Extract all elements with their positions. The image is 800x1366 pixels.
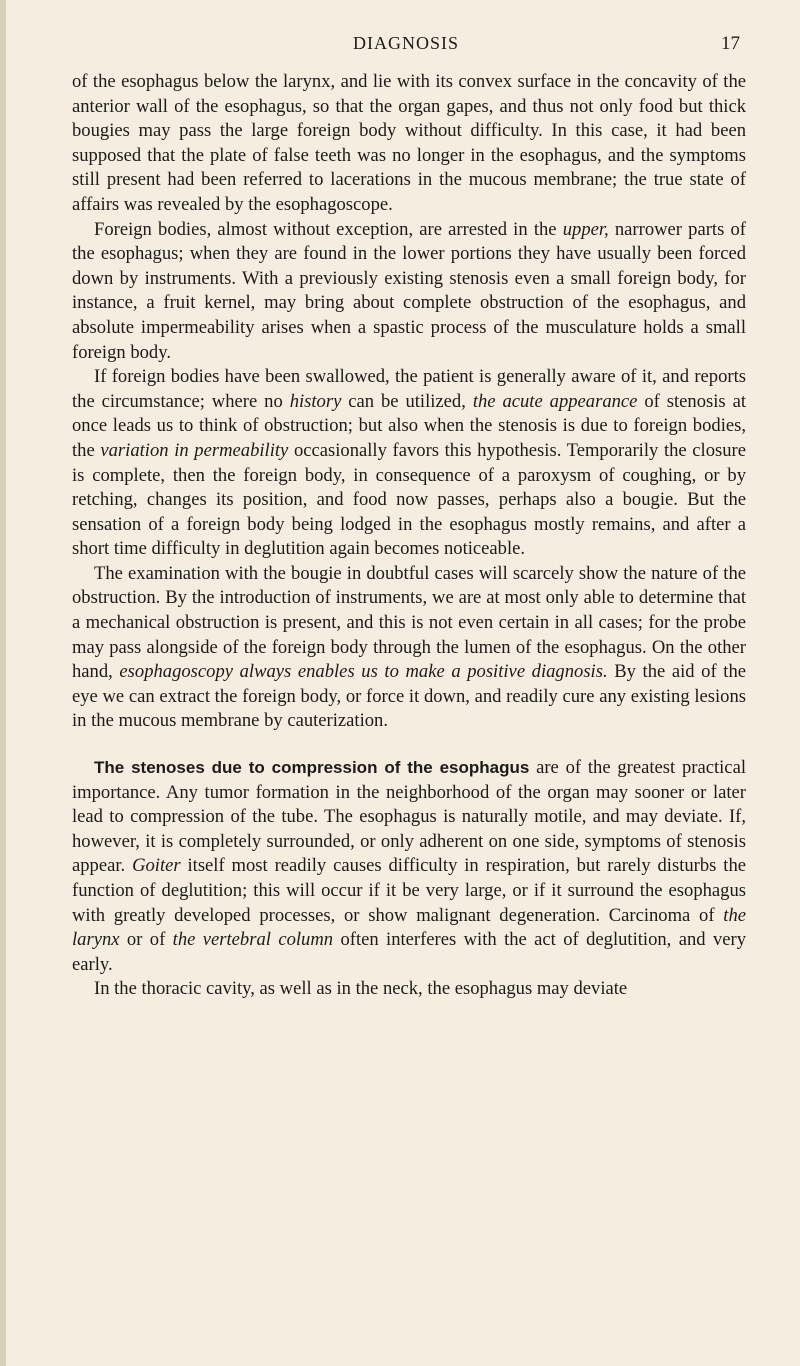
italic-segment: the larynx — [72, 904, 746, 951]
text-segment: If foreign bodies have been swallowed, the patient is generally aware of it, and reports the circumstance; where no — [72, 366, 746, 412]
section-lead-heading: The stenoses due to compression of the esophagus — [94, 758, 530, 778]
italic-segment: variation in permeability — [100, 439, 289, 461]
running-title: DIAGNOSIS — [352, 33, 459, 53]
paragraph-3 — [72, 365, 746, 562]
text-segment: By the aid of the eye we can extract the foreign body, or force it down, and readily cure any existing lesions in the mucous membrane by cauterization. — [72, 661, 746, 732]
text-segment: Foreign bodies, almost without exception, are arrested in the — [94, 218, 563, 240]
italic-segment: history — [289, 390, 342, 412]
italic-segment: esophagoscopy always enables us to make a positive diagnosis. — [119, 661, 608, 683]
text-segment: The examination with the bougie in doubtful cases will scarcely show the nature of the obstruction. By the introduction of instruments, we are at most only able to determine that a mechanical obstruction is present, and this is not even certain in all cases; for the probe may pass alongside of the foreign body through the lumen of the esophagus. On the other hand, — [72, 562, 746, 683]
paragraph-2 — [72, 218, 746, 366]
italic-segment: the acute appearance — [472, 390, 638, 412]
paragraph-5 — [72, 756, 746, 977]
text-segment: are of the greatest practical importance. Any tumor formation in the neighborhood of the organ may sooner or later lead to compression of the tube. The esophagus is naturally motile, and may deviate. If, however, it is completely surrounded, or only adherent on one side, symptoms of stenosis appear. — [72, 757, 746, 877]
body-text — [72, 70, 746, 1002]
paragraph-1 — [72, 70, 746, 218]
text-segment: occasionally favors this hypothesis. Temporarily the closure is complete, then the foreign body, in consequence of a paroxysm of coughing, or by retching, changes its position, and food now passes, perhaps also a bougie. But the sensation of a foreign body being lodged in the esophagus mostly remains, and after a short time difficulty in deglutition again becomes noticeable. — [72, 439, 746, 560]
page-number: 17 — [721, 33, 740, 54]
text-segment: of stenosis at once leads us to think of obstruction; but also when the stenosis is due to foreign bodies, the — [72, 390, 746, 461]
italic-segment: upper, — [562, 218, 609, 240]
text-segment: often interferes with the act of deglutition, and very early. — [72, 929, 746, 975]
italic-segment: Goiter — [132, 855, 181, 877]
text-segment: of the esophagus below the larynx, and lie with its convex surface in the concavity of the anterior wall of the esophagus, so that the organ gapes, and thus not only food but thick bougies may pass the large foreign body without difficulty. In this case, it had been supposed that the plate of false teeth was no longer in the esophagus, and the symptoms still present had been referred to lacerations in the mucous membrane; the true state of affairs was revealed by the esophagoscope. — [72, 71, 746, 215]
text-segment: itself most readily causes difficulty in respiration, but rarely disturbs the function of deglutition; this will occur if it be very large, or if it surround the esophagus with greatly developed processes, or show malignant degeneration. Carcinoma of — [72, 855, 746, 926]
running-head — [72, 33, 740, 57]
paragraph-4 — [72, 562, 746, 734]
text-segment: can be utilized, — [341, 390, 473, 412]
text-segment: narrower parts of the esophagus; when they are found in the lower portions they have usually been forced down by instruments. With a previously existing stenosis even a small foreign body, for instance, a fruit kernel, may bring about complete obstruction of the esophagus, and absolute impermeability arises when a spastic process of the musculature holds a small foreign body. — [72, 218, 746, 363]
italic-segment: the vertebral column — [172, 929, 334, 951]
paragraph-6 — [72, 977, 746, 1002]
text-segment: or of — [119, 929, 173, 951]
text-segment: In the thoracic cavity, as well as in the neck, the esophagus may deviate — [94, 978, 628, 1000]
